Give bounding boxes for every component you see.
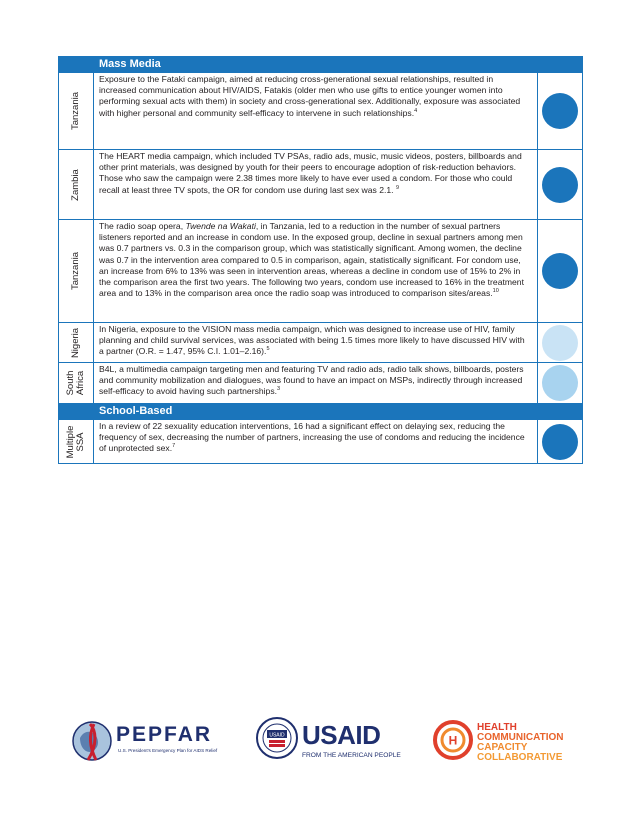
country-label: Tanzania — [70, 251, 81, 291]
rating-cell — [537, 363, 582, 403]
country-label: Multiple SSA — [65, 425, 86, 458]
finding-text: The HEART media campaign, which included TV PSAs, radio ads, music, music videos, posters, billboards and other print materials, was designed by youth for their peers to encourage adoption of risk-reduction behaviors. Those who saw the campaign were 2.38 times more likely to have ever used a condom. For those who could recall at least three TV spots, the OR for condom use during last sex was 2.1. $^9$ — [99, 151, 522, 195]
table-row — [59, 73, 582, 149]
hc3-line: COLLABORATIVE — [477, 752, 563, 763]
hc3-wordmark — [477, 723, 563, 763]
country-cell — [59, 363, 94, 403]
finding-text: In Nigeria, exposure to the VISION mass media campaign, which was designed to increase use of HIV, family planning and child survival services, was associated with being 1.5 times more likely to have discussed HIV with a partner (O.R. = 1.47, 95% C.I. 1.01–2.16).$^5$ — [99, 324, 525, 357]
hc3-line: CAPACITY — [477, 742, 528, 753]
finding-text: Exposure to the Fataki campaign, aimed at reducing cross-generational sexual relationships, resulted in increased communication about HIV/AIDS, Fatakis (older men who use gifts to entice younger women into performing sexual acts with them) in society and cross-generational sex. Additionally, exposure was associated with higher personal and community self-efficacy to intervene in such relationships.$^4$ — [99, 74, 521, 118]
section-header-mass-media: Mass Media — [59, 56, 582, 73]
finding-text: B4L, a multimedia campaign targeting men and featuring TV and radio ads, radio talk shows, billboards, posters and community mobilization and dialogues, was found to have an impact on MSPs, indirectly through increased self-efficacy to avoid having such partnerships.$^3$ — [99, 364, 524, 397]
country-cell — [59, 323, 94, 362]
reference-marker: 9 — [395, 184, 400, 191]
hc3-letter: H — [448, 733, 458, 748]
table-row — [59, 219, 582, 322]
pepfar-wordmark: PEPFAR — [116, 723, 213, 746]
hc3-line: COMMUNICATION — [477, 732, 564, 743]
usaid-wordmark: USAID — [302, 720, 381, 750]
country-cell — [59, 420, 94, 463]
rating-cell — [537, 150, 582, 219]
table-row — [59, 322, 582, 362]
reference-marker: 5 — [266, 346, 270, 353]
rating-dot — [542, 93, 578, 129]
reference-marker: 7 — [172, 443, 176, 450]
country-cell — [59, 150, 94, 219]
pepfar-globe-icon — [70, 718, 114, 764]
usaid-seal-icon — [255, 716, 299, 760]
country-cell — [59, 73, 94, 149]
table-row — [59, 362, 582, 403]
table-row — [59, 420, 582, 463]
rating-dot — [542, 424, 578, 460]
section-header-school-based: School-Based — [59, 403, 582, 420]
country-label: Zambia — [70, 168, 81, 201]
rating-dot — [542, 325, 578, 361]
hc3-line: HEALTH — [477, 722, 517, 733]
finding-text: The radio soap opera, Twende na Wakati, in Tanzania, led to a reduction in the number of sexual partners listeners reported and an increase in condom use. In the exposed group, decline in sexual partners among men was 0.7 partners vs. 0.3 in the comparison group, which was statistically significant. Among women, the decline was 0.7 in the intervention area compared to 0.5 in comparison, again, statistically significant. For condom use, an increase from 6% to 13% was seen in intervention areas, whereas a decline in condom use of 15% to 2% in the comparison area the first two years. The following two years, condom use increased to 16% in the treatment area and to 13% in the comparison area once the radio soap was introduced to comparison sites/areas.$^{10}$ — [99, 221, 524, 299]
rating-cell — [537, 420, 582, 463]
hc3-emblem-icon — [433, 720, 473, 760]
rating-cell — [537, 220, 582, 322]
reference-marker: 4 — [414, 107, 418, 114]
rating-cell — [537, 73, 582, 149]
usaid-seal-text: USAID — [269, 732, 285, 739]
finding-text: In a review of 22 sexuality education interventions, 16 had a significant effect on delaying sex, reducing the frequency of sex, decreasing the number of partners, increasing the use of condoms and reducing the incidence of unprotected sex.$^7$ — [99, 421, 525, 454]
rating-dot — [542, 167, 578, 203]
country-label: Nigeria — [70, 327, 81, 358]
rating-dot — [542, 253, 578, 289]
rating-cell — [537, 323, 582, 362]
rating-dot — [542, 365, 578, 401]
usaid-tagline: FROM THE AMERICAN PEOPLE — [302, 752, 401, 759]
country-cell — [59, 220, 94, 322]
pepfar-tagline: U.S. President's Emergency Plan for AIDS Relief — [118, 748, 218, 753]
soap-opera-title: Twende na Wakati — [185, 221, 256, 231]
reference-marker: 3 — [277, 386, 281, 393]
country-label: Tanzania — [70, 91, 81, 131]
reference-marker: 10 — [492, 288, 499, 295]
evidence-table — [58, 56, 583, 464]
partner-logos — [0, 712, 638, 772]
table-row — [59, 149, 582, 219]
country-label: South Africa — [65, 370, 86, 396]
